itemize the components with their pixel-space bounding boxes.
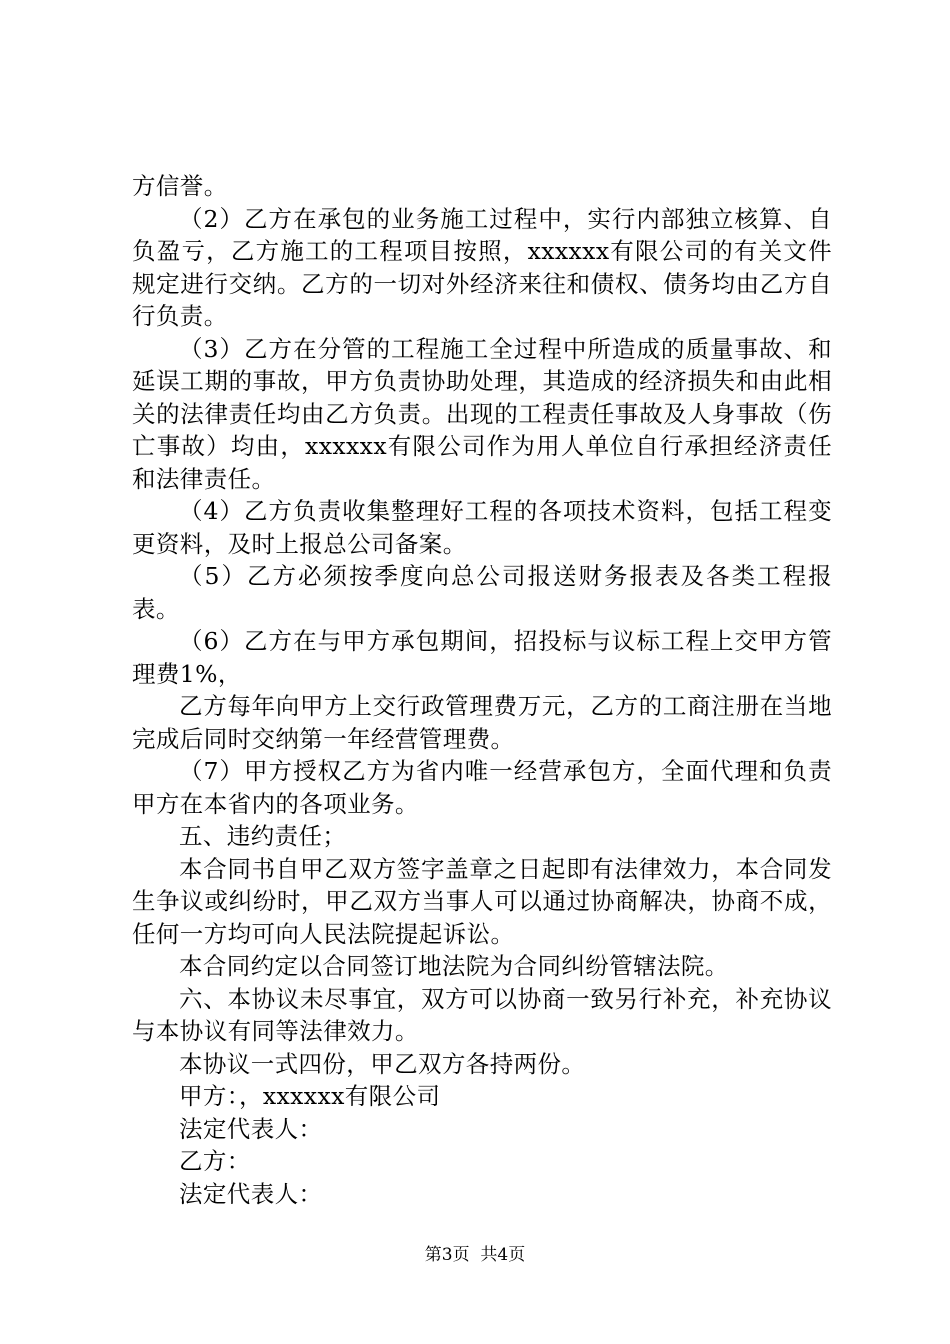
party-a-representative-line: 法定代表人： (179, 1114, 323, 1143)
paragraph-7: 乙方每年向甲方上交行政管理费万元，乙方的工商注册在当地完成后同时交纳第一年经营管理费。 (132, 692, 832, 753)
paragraph-2: （2）乙方在承包的业务施工过程中，实行内部独立核算、自负盈亏，乙方施工的工程项目按照，xxxxxx有限公司的有关文件规定进行交纳。乙方的一切对外经济来往和债权、债务均由乙方自行负责。 (132, 204, 832, 330)
paragraph-11: 本合同约定以合同签订地法院为合同纠纷管辖法院。 (179, 952, 729, 980)
page-footer (0, 1244, 950, 1266)
paragraph-10: 本合同书自甲乙双方签字盖章之日起即有法律效力，本合同发生争议或纠纷时，甲乙双方当事人可以通过协商解决，协商不成，任何一方均可向人民法院提起诉讼。 (132, 854, 832, 948)
paragraph-5: （5）乙方必须按季度向总公司报送财务报表及各类工程报表。 (132, 562, 832, 623)
paragraph-8: （7）甲方授权乙方为省内唯一经营承包方，全面代理和负责甲方在本省内的各项业务。 (132, 757, 832, 818)
page-number-label: 第3页 共4页 (424, 1245, 526, 1265)
party-b-line: 乙方： (179, 1147, 251, 1175)
paragraph-1: 方信誉。 (132, 172, 228, 200)
party-a-line: 甲方：，xxxxxx有限公司 (179, 1082, 441, 1110)
paragraph-4: （4）乙方负责收集整理好工程的各项技术资料，包括工程变更资料，及时上报总公司备案。 (132, 497, 832, 558)
paragraph-6: （6）乙方在与甲方承包期间，招投标与议标工程上交甲方管理费1%， (132, 627, 832, 688)
section-heading-breach-liability: 五、违约责任； (179, 822, 347, 850)
paragraph-3: （3）乙方在分管的工程施工全过程中所造成的质量事故、和延误工期的事故，甲方负责协助处理，其造成的经济损失和由此相关的法律责任均由乙方负责。出现的工程责任事故及人身事故（伤亡事故）均由，xxxxxx有限公司作为用人单位自行承担经济责任和法律责任。 (132, 334, 832, 493)
paragraph-13: 本协议一式四份，甲乙双方各持两份。 (179, 1049, 586, 1078)
document-body (132, 170, 832, 1210)
paragraph-12: 六、本协议未尽事宜，双方可以协商一致另行补充，补充协议与本协议有同等法律效力。 (132, 984, 832, 1045)
party-b-representative-line: 法定代表人： (179, 1179, 323, 1208)
